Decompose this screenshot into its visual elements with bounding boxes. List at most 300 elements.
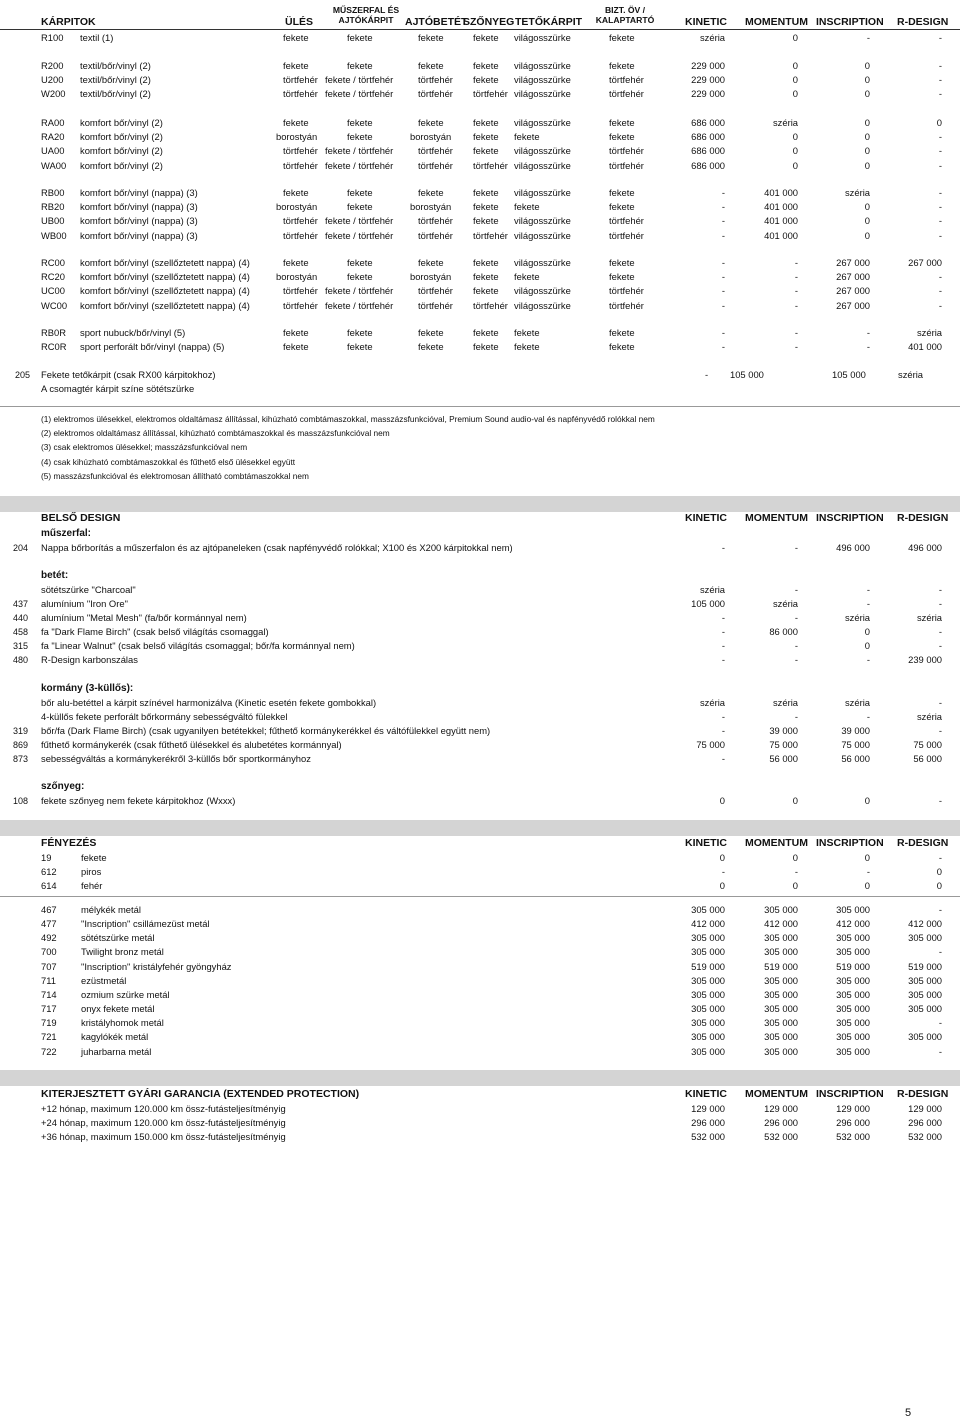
upholstery-color: fekete (283, 32, 309, 43)
interior-price: 496 000 (836, 542, 870, 553)
upholstery-price: 229 000 (691, 88, 725, 100)
upholstery-price: - (794, 341, 798, 353)
upholstery-price: - (938, 187, 942, 198)
interior-code: 869 (13, 740, 29, 750)
paint-row (0, 1002, 960, 1016)
upholstery-price: - (938, 299, 942, 311)
upholstery-row (0, 214, 960, 228)
paint-row (0, 945, 960, 959)
warranty-name: +24 hónap, maximum 120.000 km össz-futásteljesítményig (41, 1117, 286, 1129)
upholstery-color: fekete (473, 117, 499, 128)
interior-price: széria (772, 598, 798, 609)
upholstery-color: fekete (609, 32, 635, 43)
paint-price: - (938, 946, 942, 958)
paint-rule (0, 896, 960, 897)
interior-price: - (938, 584, 942, 595)
upholstery-color: fekete (609, 271, 635, 283)
upholstery-color: fekete (473, 285, 499, 297)
paint-name: "Inscription" kristályfehér gyöngyház (81, 960, 232, 972)
upholstery-price: - (938, 145, 942, 157)
paint-name: fekete (81, 852, 107, 863)
upholstery-price: 401 000 (908, 341, 942, 353)
warranty-header (0, 1086, 960, 1102)
footnote: (2) elektromos oldaltámasz állítással, kihúzható combtámaszokkal és masszázsfunkcióval nem (41, 428, 390, 439)
paint-price: 519 000 (691, 960, 725, 972)
upholstery-color: fekete / törtfehér (325, 88, 394, 100)
paint-price: 305 000 (691, 1017, 725, 1029)
warranty-price: 129 000 (691, 1103, 725, 1114)
warranty-price: 532 000 (908, 1131, 942, 1143)
paint-price: 305 000 (691, 904, 725, 915)
interior-group-label: kormány (3-küllős): (41, 683, 134, 694)
warranty-name: +36 hónap, maximum 150.000 km össz-futásteljesítményig (41, 1131, 286, 1143)
upholstery-color: borostyán (410, 131, 452, 143)
paint-row (0, 903, 960, 917)
paint-name: sötétszürke metál (81, 932, 155, 944)
paint-price: 305 000 (691, 1003, 725, 1015)
paint-row (0, 879, 960, 893)
upholstery-color: világosszürke (514, 88, 571, 100)
upholstery-price: - (794, 299, 798, 311)
upholstery-code: RB0R (41, 327, 67, 338)
interior-col-kinetic: KINETIC (685, 512, 727, 524)
upholstery-name: komfort bőr/vinyl (2) (80, 117, 163, 128)
upholstery-color: fekete (418, 327, 444, 338)
paint-code: 467 (41, 904, 57, 915)
interior-price: - (866, 654, 870, 665)
interior-code: 437 (13, 599, 29, 609)
col-szonyeg: SZŐNYEG (463, 16, 515, 28)
interior-row (0, 724, 960, 738)
upholstery-color: törtfehér (609, 159, 644, 171)
interior-price: 239 000 (908, 654, 942, 665)
paint-price: - (938, 904, 942, 915)
upholstery-code: UA00 (41, 145, 65, 157)
warranty-price: 532 000 (764, 1131, 798, 1143)
upholstery-color: fekete (418, 341, 444, 353)
warranty-row (0, 1102, 960, 1116)
upholstery-row (0, 186, 960, 200)
interior-price: 75 000 (841, 739, 870, 750)
upholstery-color: fekete (418, 60, 444, 71)
paint-row (0, 931, 960, 945)
paint-name: onyx fekete metál (81, 1003, 155, 1015)
paint-code: 700 (41, 946, 57, 958)
interior-name: fekete szőnyeg nem fekete kárpitokhoz (Wxxx) (41, 795, 236, 806)
paint-code: 612 (41, 866, 57, 878)
upholstery-color: fekete (347, 327, 373, 338)
paint-price: 519 000 (764, 960, 798, 972)
upholstery-name: komfort bőr/vinyl (2) (80, 131, 163, 143)
upholstery-price: 0 (792, 74, 798, 86)
upholstery-price: 267 000 (836, 299, 870, 311)
upholstery-color: törtfehér (473, 229, 508, 241)
upholstery-color: fekete (514, 327, 540, 338)
paint-price: 412 000 (691, 918, 725, 930)
interior-row (0, 738, 960, 752)
col-bizt: BIZT. ÖV / KALAPTARTÓ (595, 5, 655, 25)
paint-code: 711 (41, 974, 56, 986)
upholstery-color: fekete (609, 257, 635, 268)
paint-price: 305 000 (908, 1031, 942, 1043)
upholstery-price: 267 000 (836, 285, 870, 297)
upholstery-color: fekete (347, 257, 373, 268)
upholstery-code: WB00 (41, 229, 67, 241)
paint-price: 305 000 (836, 1031, 870, 1043)
paint-code: 714 (41, 988, 57, 1000)
paint-price: 305 000 (836, 1045, 870, 1057)
interior-name: 4-küllős fekete perforált bőrkormány sebességváltó fülekkel (41, 711, 288, 722)
upholstery-color: fekete (514, 201, 540, 213)
upholstery-price: - (938, 285, 942, 297)
upholstery-name: komfort bőr/vinyl (szellőztetett nappa) (4) (80, 285, 250, 297)
upholstery-color: törtfehér (418, 285, 453, 297)
upholstery-color: borostyán (276, 131, 318, 143)
paint-name: fehér (81, 880, 103, 892)
upholstery-name: komfort bőr/vinyl (szellőztetett nappa) (4) (80, 257, 250, 268)
upholstery-code: RC20 (41, 271, 65, 283)
paint-price: - (794, 866, 798, 878)
upholstery-price: 0 (792, 60, 798, 71)
upholstery-name: sport nubuck/bőr/vinyl (5) (80, 327, 186, 338)
interior-code: 315 (13, 641, 29, 651)
upholstery-price: - (938, 271, 942, 283)
paint-price: 0 (864, 852, 870, 863)
upholstery-color: fekete (609, 201, 635, 213)
upholstery-price: - (794, 327, 798, 338)
upholstery-color: fekete (473, 215, 499, 227)
upholstery-color: fekete / törtfehér (325, 215, 394, 227)
upholstery-row (0, 326, 960, 340)
paint-row (0, 974, 960, 988)
upholstery-color: világosszürke (514, 187, 571, 198)
interior-name: sötétszürke "Charcoal" (41, 584, 136, 595)
upholstery-color: fekete (418, 32, 444, 43)
upholstery-color: fekete (609, 327, 635, 338)
upholstery-color: fekete (609, 341, 635, 353)
upholstery-color: fekete (609, 117, 635, 128)
upholstery-name: textil/bőr/vinyl (2) (80, 88, 151, 100)
paint-row (0, 960, 960, 974)
upholstery-color: törtfehér (283, 145, 318, 157)
upholstery-color: törtfehér (609, 285, 644, 297)
footnote: (5) masszázsfunkcióval és elektromosan állítható combtámaszokkal nem (41, 470, 309, 481)
upholstery-color: világosszürke (514, 285, 571, 297)
upholstery-color: törtfehér (418, 229, 453, 241)
interior-price: - (794, 640, 798, 651)
upholstery-color: törtfehér (283, 159, 318, 171)
upholstery-price: - (721, 285, 725, 297)
interior-price: 105 000 (691, 598, 725, 609)
interior-price: 0 (864, 640, 870, 651)
warranty-price: 296 000 (836, 1117, 870, 1129)
paint-row (0, 917, 960, 931)
upholstery-color: törtfehér (609, 215, 644, 227)
warranty-price: 296 000 (764, 1117, 798, 1129)
interior-price: 0 (864, 795, 870, 806)
interior-row (0, 639, 960, 653)
upholstery-color: fekete (473, 131, 499, 143)
upholstery-price: 0 (792, 131, 798, 143)
upholstery-color: fekete (283, 60, 309, 71)
upholstery-color: borostyán (276, 201, 318, 213)
upholstery-price: - (794, 285, 798, 297)
interior-price: 0 (792, 795, 798, 806)
upholstery-price: 0 (792, 32, 798, 43)
paint-name: juharbarna metál (81, 1045, 152, 1057)
upholstery-price: 686 000 (691, 145, 725, 157)
paint-col-kinetic: KINETIC (685, 837, 727, 849)
paint-price: 305 000 (836, 904, 870, 915)
upholstery-color: fekete / törtfehér (325, 285, 394, 297)
interior-code: 204 (13, 543, 29, 553)
upholstery-price: széria (699, 32, 725, 43)
upholstery-row (0, 299, 960, 313)
upholstery-name: komfort bőr/vinyl (nappa) (3) (80, 201, 198, 213)
interior-price: 75 000 (769, 739, 798, 750)
interior-price: - (938, 697, 942, 708)
warranty-row (0, 1130, 960, 1144)
upholstery-color: fekete / törtfehér (325, 74, 394, 86)
upholstery-color: fekete (473, 341, 499, 353)
paint-price: 305 000 (908, 974, 942, 986)
upholstery-price: - (938, 88, 942, 100)
upholstery-color: törtfehér (473, 88, 508, 100)
interior-price: - (794, 584, 798, 595)
upholstery-price: - (721, 257, 725, 268)
upholstery-price: széria (772, 117, 798, 128)
upholstery-color: fekete (473, 74, 499, 86)
upholstery-color: fekete (283, 257, 309, 268)
upholstery-color: törtfehér (609, 229, 644, 241)
paint-header (0, 835, 960, 851)
upholstery-price: 0 (864, 131, 870, 143)
warranty-band (0, 1070, 960, 1086)
upholstery-price: 0 (864, 117, 870, 128)
paint-price: 305 000 (691, 988, 725, 1000)
upholstery-price: - (721, 187, 725, 198)
paint-price: 305 000 (908, 988, 942, 1000)
upholstery-color: fekete (473, 32, 499, 43)
paint-price: 305 000 (836, 974, 870, 986)
interior-code: 440 (13, 613, 29, 623)
interior-price: széria (699, 697, 725, 708)
interior-name: alumínium "Metal Mesh" (fa/bőr kormánnyal nem) (41, 612, 247, 623)
interior-price: - (721, 640, 725, 651)
paint-col-inscription: INSCRIPTION (816, 837, 884, 849)
paint-code: 721 (41, 1031, 57, 1043)
upholstery-price: széria (844, 187, 870, 198)
upholstery-row (0, 87, 960, 101)
upholstery-code: R100 (41, 32, 64, 43)
paint-name: kagylókék metál (81, 1031, 149, 1043)
upholstery-code: W200 (41, 88, 66, 100)
upholstery-code: RA00 (41, 117, 65, 128)
upholstery-color: fekete (347, 187, 373, 198)
upholstery-color: világosszürke (514, 299, 571, 311)
warranty-title: KITERJESZTETT GYÁRI GARANCIA (EXTENDED PROTECTION) (41, 1088, 360, 1100)
interior-row (0, 710, 960, 724)
interior-name: fa "Linear Walnut" (csak belső világítás csomaggal; bőr/fa kormánnyal nem) (41, 640, 355, 651)
roof-note: A csomagtér kárpit színe sötétszürke (41, 383, 195, 394)
interior-price: - (938, 626, 942, 637)
upholstery-code: RB20 (41, 201, 65, 213)
upholstery-price: - (721, 299, 725, 311)
interior-price: - (938, 598, 942, 609)
paint-price: 305 000 (764, 988, 798, 1000)
upholstery-color: törtfehér (283, 229, 318, 241)
paint-name: piros (81, 866, 102, 878)
upholstery-name: sport perforált bőr/vinyl (nappa) (5) (80, 341, 225, 353)
upholstery-color: fekete (514, 341, 540, 353)
upholstery-price: 401 000 (764, 201, 798, 213)
upholstery-name: textil (1) (80, 32, 114, 43)
roof-price-momentum: 105 000 (730, 369, 764, 380)
interior-row (0, 696, 960, 710)
interior-price: 56 000 (913, 753, 942, 764)
paint-col-momentum: MOMENTUM (745, 837, 808, 849)
upholstery-color: világosszürke (514, 145, 571, 157)
upholstery-color: törtfehér (609, 299, 644, 311)
interior-price: - (721, 626, 725, 637)
notes-rule (0, 406, 960, 407)
warranty-price: 296 000 (908, 1117, 942, 1129)
interior-price: - (721, 725, 725, 736)
paint-row (0, 1045, 960, 1059)
upholstery-price: 401 000 (764, 215, 798, 227)
warranty-price: 532 000 (691, 1131, 725, 1143)
col-rdesign: R-DESIGN (897, 16, 949, 28)
paint-row (0, 1030, 960, 1044)
upholstery-color: világosszürke (514, 257, 571, 268)
interior-code: 108 (13, 796, 29, 806)
upholstery-color: törtfehér (609, 88, 644, 100)
upholstery-color: fekete (347, 201, 373, 213)
paint-price: - (866, 866, 870, 878)
upholstery-color: fekete (514, 131, 540, 143)
paint-price: 412 000 (764, 918, 798, 930)
paint-price: 305 000 (764, 974, 798, 986)
paint-code: 717 (41, 1003, 57, 1015)
paint-price: 0 (719, 880, 725, 892)
paint-code: 492 (41, 932, 57, 944)
interior-price: - (866, 584, 870, 595)
interior-price: széria (916, 711, 942, 722)
upholstery-header (0, 0, 960, 30)
interior-price: - (721, 542, 725, 553)
interior-price: széria (916, 612, 942, 623)
interior-name: fűthető kormánykerék (csak fűthető ülésekkel és alubetétes kormánnyal) (41, 739, 342, 750)
paint-price: 305 000 (691, 974, 725, 986)
upholstery-price: - (866, 32, 870, 43)
interior-price: - (721, 612, 725, 623)
upholstery-color: törtfehér (283, 88, 318, 100)
paint-code: 707 (41, 960, 57, 972)
upholstery-name: textil/bőr/vinyl (2) (80, 74, 151, 86)
paint-price: 305 000 (691, 1031, 725, 1043)
upholstery-color: fekete (347, 131, 373, 143)
paint-price: 412 000 (836, 918, 870, 930)
paint-price: 305 000 (908, 1003, 942, 1015)
paint-name: ozmium szürke metál (81, 988, 170, 1000)
upholstery-color: törtfehér (283, 74, 318, 86)
upholstery-color: fekete (514, 271, 540, 283)
upholstery-code: RB00 (41, 187, 65, 198)
upholstery-price: - (866, 327, 870, 338)
roof-price-inscription: 105 000 (832, 369, 866, 380)
upholstery-price: 0 (864, 229, 870, 241)
upholstery-price: 401 000 (764, 229, 798, 241)
interior-price: 86 000 (769, 626, 798, 637)
footnote: (3) csak elektromos ülésekkel; masszázsfunkcióval nem (41, 442, 248, 453)
paint-price: 519 000 (908, 960, 942, 972)
upholstery-code: WA00 (41, 159, 67, 171)
upholstery-price: - (721, 327, 725, 338)
interior-header (0, 510, 960, 526)
upholstery-color: fekete / törtfehér (325, 145, 394, 157)
upholstery-color: fekete (347, 32, 373, 43)
upholstery-color: törtfehér (283, 285, 318, 297)
interior-name: bőr alu-betéttel a kárpit színével harmonizálva (Kinetic esetén fekete gombokkal) (41, 697, 377, 708)
paint-price: 305 000 (908, 932, 942, 944)
upholstery-color: világosszürke (514, 117, 571, 128)
interior-group-label: betét: (41, 570, 69, 581)
upholstery-color: világosszürke (514, 159, 571, 171)
paint-name: "Inscription" csillámezüst metál (81, 918, 210, 930)
upholstery-color: fekete (347, 341, 373, 353)
paint-price: 305 000 (691, 946, 725, 958)
upholstery-color: fekete (347, 271, 373, 283)
interior-price: 56 000 (841, 753, 870, 764)
upholstery-name: textil/bőr/vinyl (2) (80, 60, 151, 71)
paint-price: 0 (936, 866, 942, 878)
interior-price: széria (844, 697, 870, 708)
paint-price: 412 000 (908, 918, 942, 930)
upholstery-price: - (938, 215, 942, 227)
upholstery-color: fekete (347, 60, 373, 71)
upholstery-price: 0 (936, 117, 942, 128)
upholstery-color: fekete (283, 187, 309, 198)
warranty-price: 296 000 (691, 1117, 725, 1129)
upholstery-color: fekete / törtfehér (325, 159, 394, 171)
upholstery-price: - (938, 229, 942, 241)
interior-row (0, 625, 960, 639)
upholstery-row (0, 59, 960, 73)
upholstery-row (0, 229, 960, 243)
interior-name: bőr/fa (Dark Flame Birch) (csak ugyanilyen betétekkel; fűthető kormánykerékkel és váltófülekkel együtt nem) (41, 725, 491, 736)
interior-price: 0 (864, 626, 870, 637)
interior-col-momentum: MOMENTUM (745, 512, 808, 524)
upholstery-row (0, 31, 960, 45)
upholstery-price: 267 000 (836, 271, 870, 283)
col-kinetic: KINETIC (685, 16, 727, 28)
upholstery-color: törtfehér (609, 74, 644, 86)
upholstery-color: törtfehér (283, 299, 318, 311)
paint-code: 614 (41, 880, 57, 892)
interior-price: - (938, 725, 942, 736)
interior-price: széria (844, 612, 870, 623)
paint-price: 0 (719, 852, 725, 863)
paint-price: 305 000 (764, 904, 798, 915)
upholstery-price: - (938, 201, 942, 213)
upholstery-color: törtfehér (609, 145, 644, 157)
interior-price: 75 000 (913, 739, 942, 750)
interior-price: - (721, 753, 725, 764)
interior-price: - (866, 598, 870, 609)
upholstery-row (0, 340, 960, 354)
upholstery-color: borostyán (410, 271, 452, 283)
interior-price: - (938, 640, 942, 651)
